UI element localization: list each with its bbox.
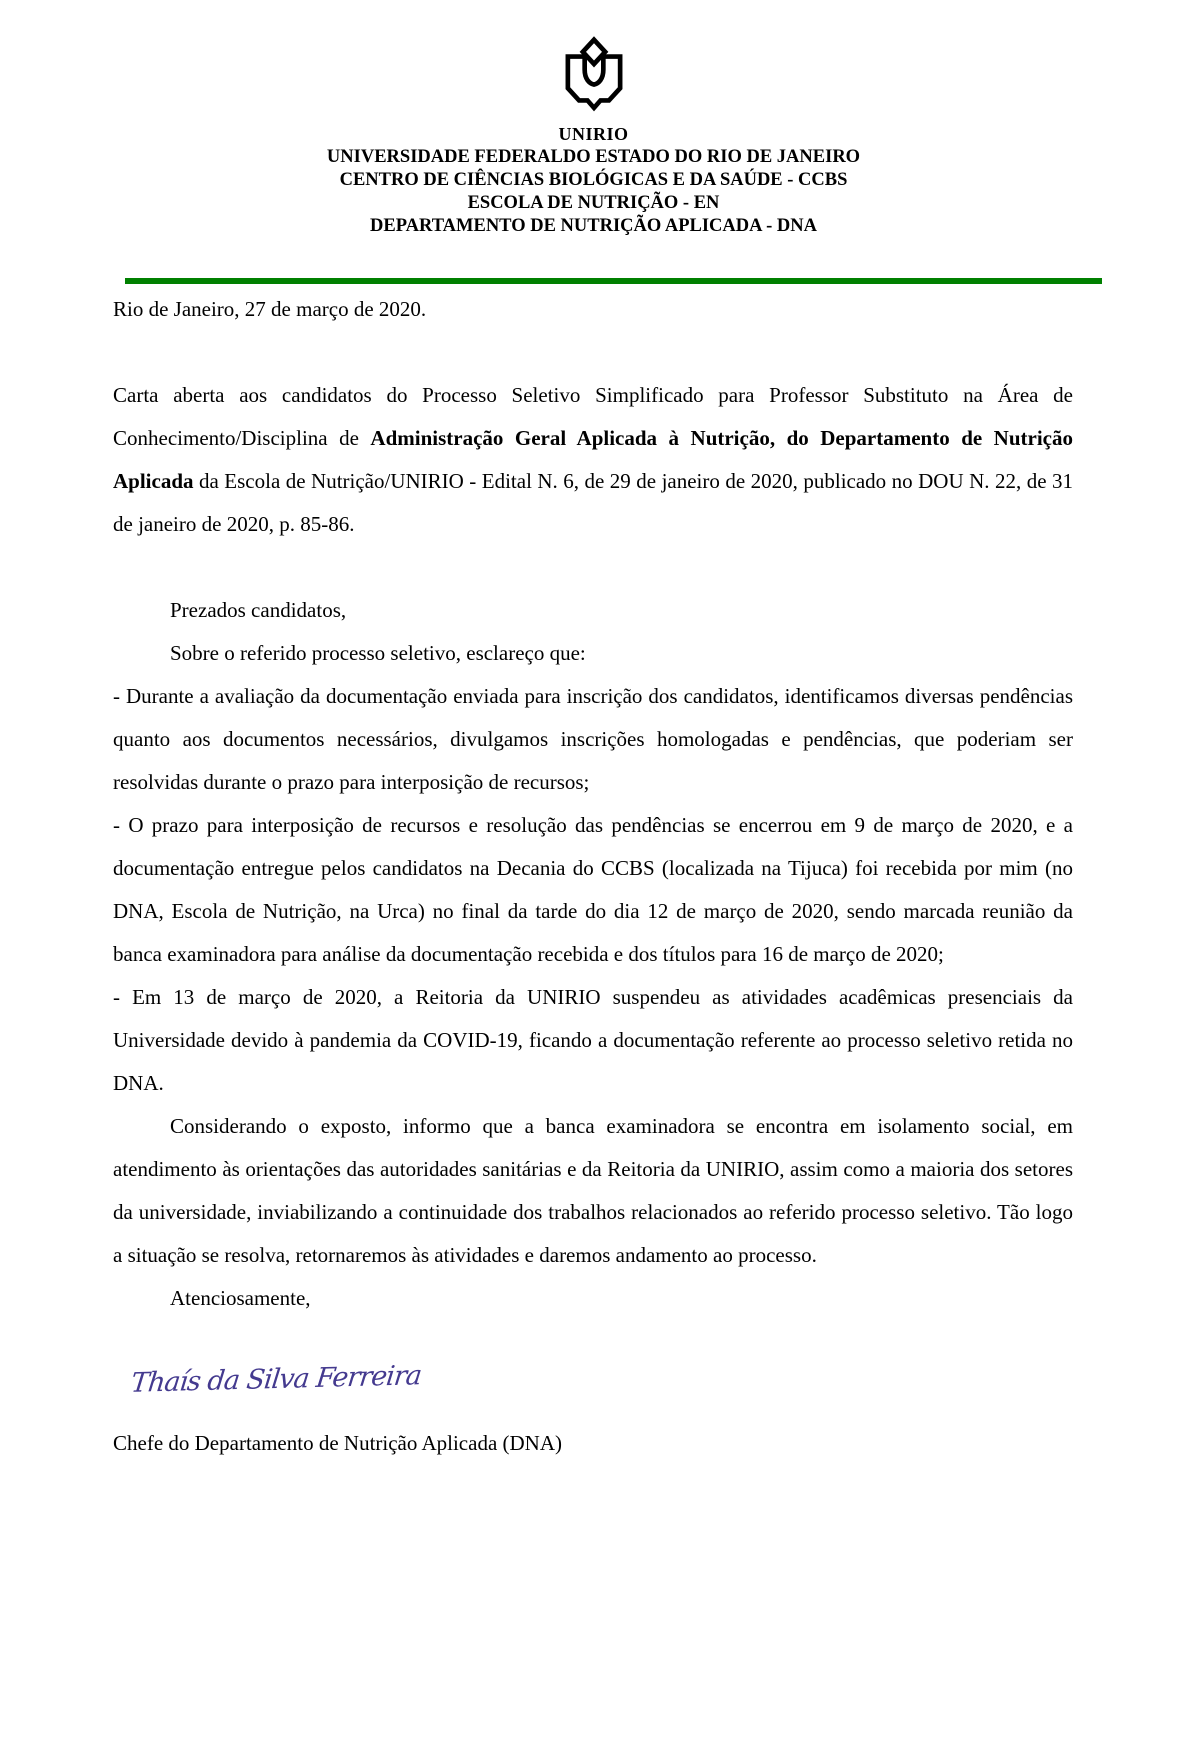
list-item-suspensao: - Em 13 de março de 2020, a Reitoria da UNIRIO suspendeu as atividades acadêmicas presenciais da Universidade devido à pandemia da COVID-19, ficando a documentação referente ao processo seletivo retida no DNA. (113, 985, 1073, 1095)
closing-paragraph: Considerando o exposto, informo que a banca examinadora se encontra em isolamento social, em atendimento às orientações das autoridades sanitárias e da Reitoria da UNIRIO, assim como a maioria dos setores da universidade, inviabilizando a continuidade dos trabalhos relacionados ao referido processo seletivo. Tão logo a situação se resolva, retornaremos às atividades e daremos andamento ao processo. (113, 1114, 1073, 1267)
intro-text-bold: Administração Geral Aplicada à Nutrição, do Departamento de Nutrição Aplicada (113, 426, 1073, 493)
header-divider (125, 278, 1102, 284)
intro-paragraph (113, 374, 1073, 546)
handwritten-signature: Thaís da Silva Ferreira (129, 1360, 423, 1399)
org-center-name: CENTRO DE CIÊNCIAS BIOLÓGICAS E DA SAÚDE - CCBS (339, 170, 848, 190)
org-school-name: ESCOLA DE NUTRIÇÃO - EN (467, 193, 720, 213)
org-university-name: UNIVERSIDADE FEDERALDO ESTADO DO RIO DE JANEIRO (326, 147, 861, 167)
date-line: Rio de Janeiro, 27 de março de 2020. (113, 297, 427, 321)
intro-text-pre: Carta aberta aos candidatos do Processo Seletivo Simplificado para Professor Substituto na Área de Conhecimento/Disciplina de (113, 383, 1073, 450)
letterhead (0, 0, 1187, 238)
list-item-pendencias: - Durante a avaliação da documentação enviada para inscrição dos candidatos, identificamos diversas pendências quanto aos documentos necessários, divulgamos inscrições homologadas e pendências, que poderiam ser resolvidas durante o prazo para interposição de recursos; (113, 684, 1073, 794)
salutation: Prezados candidatos, (170, 598, 347, 622)
org-department-name: DEPARTAMENTO DE NUTRIÇÃO APLICADA - DNA (370, 216, 817, 236)
signature-block (113, 1360, 1073, 1412)
org-acronym: UNIRIO (558, 124, 629, 144)
signer-title: Chefe do Departamento de Nutrição Aplicada (DNA) (113, 1431, 562, 1455)
valediction: Atenciosamente, (170, 1286, 311, 1310)
letter-body (113, 288, 1073, 1465)
opening-line: Sobre o referido processo seletivo, esclareço que: (170, 641, 586, 665)
unirio-logo (546, 36, 642, 120)
intro-text-post: da Escola de Nutrição/UNIRIO - Edital N. 6, de 29 de janeiro de 2020, publicado no DOU N. 22, de 31 de janeiro de 2020, p. 85-86. (113, 469, 1073, 536)
list-item-prazo: - O prazo para interposição de recursos e resolução das pendências se encerrou em 9 de março de 2020, e a documentação entregue pelos candidatos na Decania do CCBS (localizada na Tijuca) foi recebida por mim (no DNA, Escola de Nutrição, na Urca) no final da tarde do dia 12 de março de 2020, sendo marcada reunião da banca examinadora para análise da documentação recebida e dos títulos para 16 de março de 2020; (113, 813, 1073, 966)
